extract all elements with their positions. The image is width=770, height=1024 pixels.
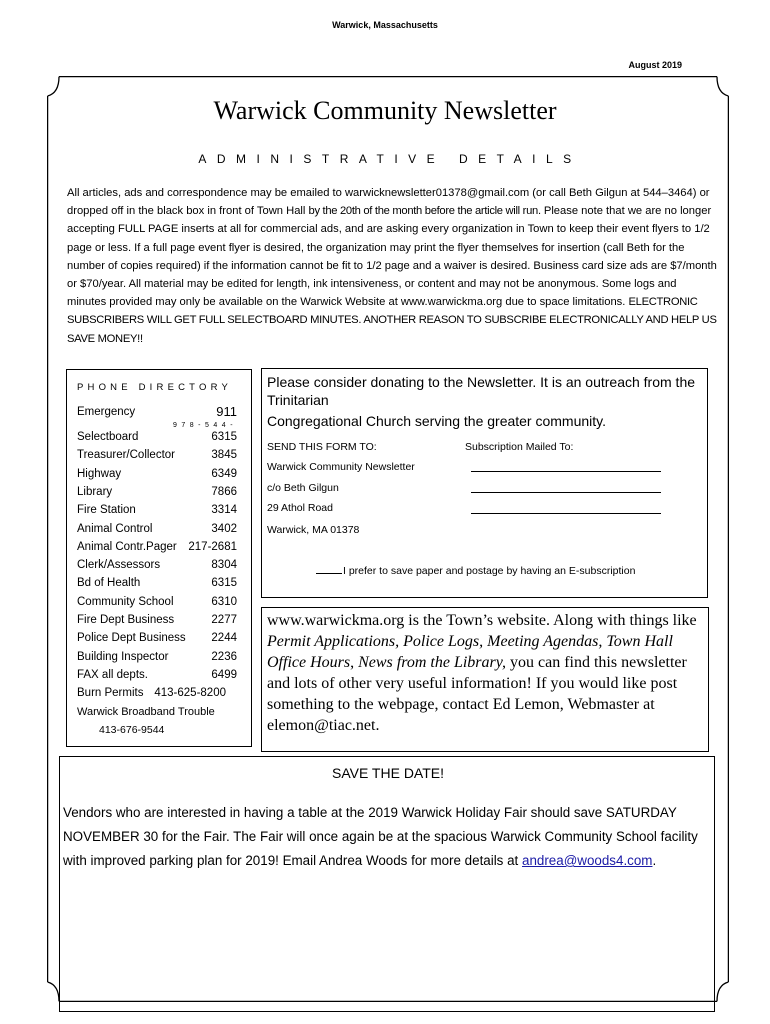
phone-entry-number: 3402 xyxy=(211,522,237,535)
broadband-number: 413-676-9544 xyxy=(99,724,165,736)
phone-entry-label: Animal Contr.Pager xyxy=(77,540,177,553)
address-line: Warwick Community Newsletter xyxy=(267,461,415,473)
phone-entry-label: Bd of Health xyxy=(77,577,141,590)
broadband-label: Warwick Broadband Trouble xyxy=(77,706,215,718)
phone-entry-number: 6349 xyxy=(211,467,237,480)
emergency-number: 911 xyxy=(216,404,237,419)
phone-directory xyxy=(66,369,252,747)
town-header: Warwick, Massachusetts xyxy=(332,20,438,30)
section-subtitle: ADMINISTRATIVE DETAILS xyxy=(198,152,582,166)
phone-entry-number: 3314 xyxy=(211,504,237,517)
phone-entry-number: 7866 xyxy=(211,485,237,498)
phone-entry-number: 6315 xyxy=(211,431,237,443)
intro-deadline: by the 20th of the month before the article will run. xyxy=(308,205,541,218)
phone-entry xyxy=(77,596,237,608)
intro-paragraph xyxy=(67,184,717,348)
intro-text-1: All articles, ads and correspondence may be emailed to warwicknewsletter01378@gmail.com (or call Beth Gilgun at 544–3464) or dropped off in the black box in front of Town Hall xyxy=(67,187,710,218)
emergency-label: Emergency xyxy=(77,406,136,418)
website-library: News from the Library, xyxy=(358,654,506,671)
phone-entry-label: Fire Dept Business xyxy=(77,614,175,626)
mailed-to-label: Subscription Mailed To: xyxy=(465,441,574,453)
phone-entry-label: Highway xyxy=(77,467,122,480)
newsletter-title: Warwick Community Newsletter xyxy=(213,96,557,125)
phone-entry xyxy=(77,504,237,516)
emergency-row xyxy=(77,406,237,418)
phone-entry xyxy=(77,632,237,644)
phone-entry-number: 6499 xyxy=(211,668,237,681)
address-line: Warwick, MA 01378 xyxy=(267,524,360,536)
subscription-address-line-3[interactable] xyxy=(471,513,661,514)
phone-entry-label: Building Inspector xyxy=(77,650,169,663)
subscription-address-line-2[interactable] xyxy=(471,492,661,493)
e-subscription-option[interactable] xyxy=(316,565,635,577)
save-the-date-tail: . xyxy=(652,853,657,868)
phone-entry-label: FAX all depts. xyxy=(77,668,148,681)
intro-text-2: Please note that we are no longer accepting FULL PAGE inserts at all for commercial ads, and are asking every organization in Town to keep their event flyers to 1/2 page or less. If a full page event flyer is desired, the organization may print the flyer themselves for insertion (call Beth for the number of copies required) if the information cannot be fit to 1/2 page and a waiver is desired. Business card size ads are $7/month or $70/year. All material may be edited for length, ink intensiveness, or content and may not be anonymous. Some logs and minutes provided may only be available on the Warwick Website at www.warwickma.org due to space limitations. xyxy=(67,205,717,309)
e-subscription-text: I prefer to save paper and postage by having an E-subscription xyxy=(343,565,636,577)
phone-entry xyxy=(77,669,237,681)
phone-entry xyxy=(77,577,237,589)
phone-entry-label: Clerk/Assessors xyxy=(77,559,161,572)
phone-directory-heading: PHONE DIRECTORY xyxy=(77,382,233,393)
phone-entry xyxy=(77,559,237,571)
save-the-date-title: SAVE THE DATE! xyxy=(331,765,445,781)
website-items: Permit Applications, Police Logs, Meeting Agendas, Town Hall Office Hours xyxy=(267,633,673,671)
phone-entry-label: Library xyxy=(77,485,113,498)
save-the-date-text: Vendors who are interested in having a table at the 2019 Warwick Holiday Fair should save SATURDAY NOVEMBER 30 for the Fair. The Fair will once again be at the spacious Warwick Community School facility with improved parking plan for 2019! Email Andrea Woods for more details at xyxy=(63,805,698,868)
phone-entry xyxy=(77,687,237,699)
email-link[interactable]: andrea@woods4.com xyxy=(522,853,653,868)
address-line: c/o Beth Gilgun xyxy=(267,482,339,494)
e-subscription-blank[interactable] xyxy=(316,573,342,574)
phone-entry-label: Animal Control xyxy=(77,522,153,535)
phone-entry xyxy=(77,486,237,498)
phone-entry-number: 6310 xyxy=(211,595,237,608)
send-to-label: SEND THIS FORM TO: xyxy=(267,441,377,453)
phone-entry-number: 8304 xyxy=(211,559,237,572)
save-the-date-body xyxy=(63,801,711,873)
donation-form xyxy=(261,368,708,598)
phone-entry-label: Selectboard xyxy=(77,431,139,443)
website-box xyxy=(261,607,709,752)
phone-entry-label: Community School xyxy=(77,595,174,608)
phone-entry-number: 413-625-8200 xyxy=(154,687,226,700)
phone-entry-number: 217-2681 xyxy=(188,540,237,553)
phone-entry-number: 6315 xyxy=(211,577,237,590)
donation-appeal: Please consider donating to the Newsletter. It is an outreach from the Trinitarian xyxy=(267,374,696,408)
phone-entry xyxy=(77,541,237,553)
phone-entry-number: 3845 xyxy=(211,449,237,462)
subscription-address-line-1[interactable] xyxy=(471,471,661,472)
phone-prefix: 978-544- xyxy=(173,422,238,429)
phone-entry-number: 2277 xyxy=(211,614,237,626)
phone-entry-label: Police Dept Business xyxy=(77,632,186,645)
phone-entry-number: 2236 xyxy=(211,650,237,663)
donation-appeal-continued: Congregational Church serving the greater community. xyxy=(267,413,607,429)
phone-entry xyxy=(77,431,237,443)
website-paragraph xyxy=(267,610,703,736)
address-line: 29 Athol Road xyxy=(267,502,333,514)
website-text-1: www.warwickma.org is the Town’s website. Along with things like xyxy=(267,612,697,629)
phone-entry xyxy=(77,449,237,461)
website-text-2: , xyxy=(350,654,359,671)
phone-entry-number: 2244 xyxy=(211,632,237,645)
phone-entry-label: Burn Permits xyxy=(77,687,144,700)
intro-electronic-note: ELECTRONIC SUBSCRIBERS WILL GET FULL SELECTBOARD MINUTES. ANOTHER REASON TO SUBSCRIBE ELECTRONICALLY AND HELP US SAVE MONEY!! xyxy=(67,296,717,345)
website-text-3: you can find this newsletter and lots of other very useful information! If you would like post something to the webpage, contact Ed Lemon, Webmaster at elemon@tiac.net. xyxy=(267,654,687,734)
phone-entry xyxy=(77,523,237,535)
issue-date: August 2019 xyxy=(628,60,682,70)
phone-entry-label: Treasurer/Collector xyxy=(77,449,175,462)
save-the-date-box xyxy=(59,756,715,1012)
phone-entry xyxy=(77,614,237,626)
phone-entry xyxy=(77,468,237,480)
phone-entry-label: Fire Station xyxy=(77,504,136,517)
phone-entry xyxy=(77,651,237,663)
